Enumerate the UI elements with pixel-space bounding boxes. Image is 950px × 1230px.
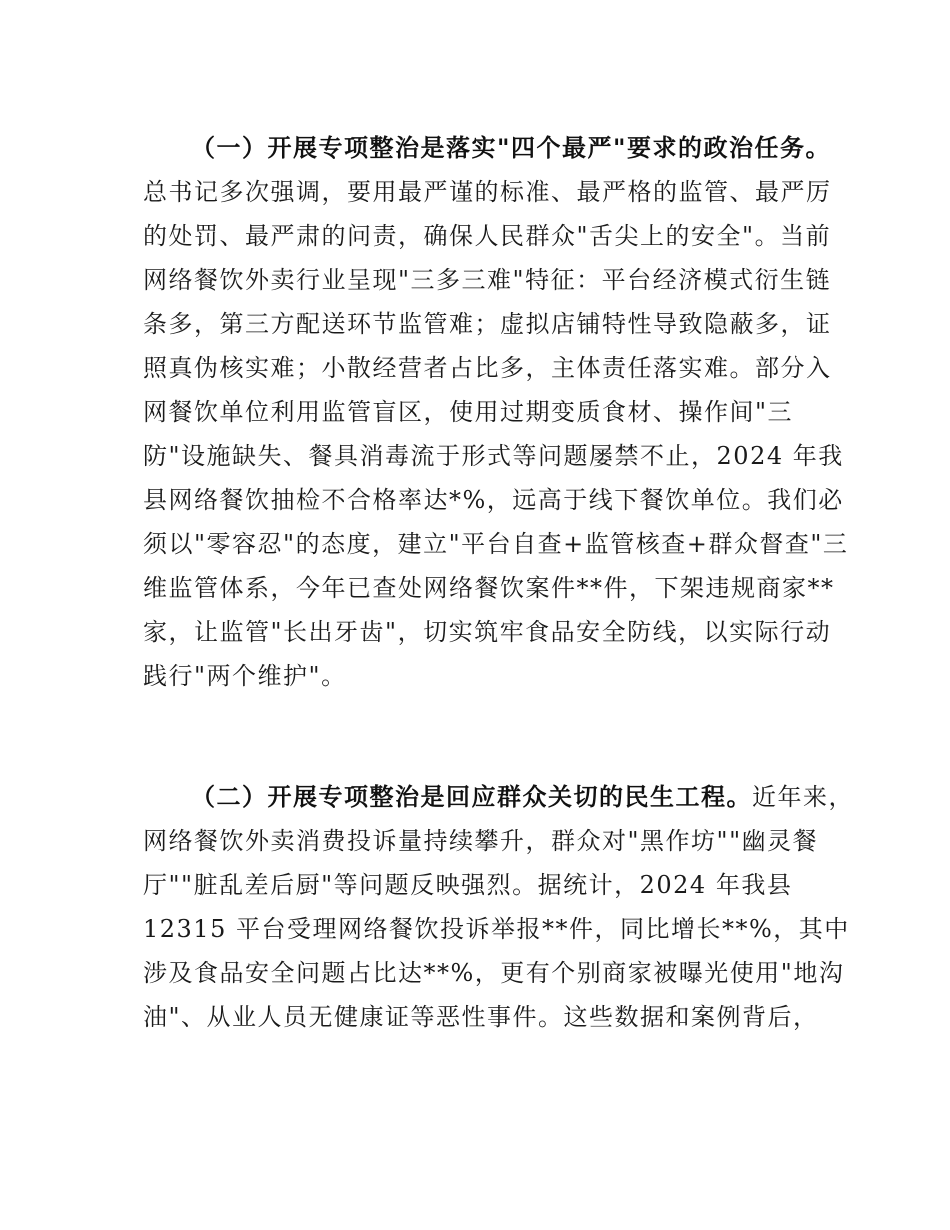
- paragraph-line: 的处罚、最严肃的问责，确保人民群众"舌尖上的安全"。当前: [143, 222, 832, 250]
- paragraph-line: 县网络餐饮抽检不合格率达*%，远高于线下餐饮单位。我们必: [143, 486, 844, 514]
- paragraph-line: 厅""脏乱差后厨"等问题反映强烈。据统计，2024 年我县: [143, 871, 793, 899]
- paragraph-line: 网络餐饮外卖消费投诉量持续攀升，群众对"黑作坊""幽灵餐: [143, 827, 819, 855]
- paragraph-line: 家，让监管"长出牙齿"，切实筑牢食品安全防线，以实际行动: [143, 618, 832, 646]
- section-heading: （二）开展专项整治是回应群众关切的民生工程。: [191, 783, 752, 811]
- paragraph-text: 近年来，: [752, 783, 854, 811]
- paragraph-line: 防"设施缺失、餐具消毒流于形式等问题屡禁不止，2024 年我: [143, 442, 844, 470]
- section-heading: （一）开展专项整治是落实"四个最严"要求的政治任务。: [191, 134, 832, 162]
- paragraph-line: 油"、从业人员无健康证等恶性事件。这些数据和案例背后，: [143, 1003, 819, 1031]
- paragraph-first-line: [143, 126, 843, 170]
- paragraph-first-line: [143, 775, 854, 819]
- paragraph-line: 照真伪核实难；小散经营者占比多，主体责任落实难。部分入: [143, 354, 832, 382]
- paragraph-section-1: [143, 126, 849, 698]
- paragraph-line: 网餐饮单位利用监管盲区，使用过期变质食材、操作间"三: [143, 398, 794, 426]
- paragraph-line: 践行"两个维护"。: [143, 662, 347, 690]
- paragraph-line: 涉及食品安全问题占比达**%，更有个别商家被曝光使用"地沟: [143, 959, 845, 987]
- paragraph-line: 网络餐饮外卖行业呈现"三多三难"特征：平台经济模式衍生链: [143, 266, 832, 294]
- paragraph-line: 总书记多次强调，要用最严谨的标准、最严格的监管、最严厉: [143, 178, 832, 206]
- paragraph-line: 条多，第三方配送环节监管难；虚拟店铺特性导致隐蔽多，证: [143, 310, 832, 338]
- paragraph-line: 维监管体系，今年已查处网络餐饮案件**件，下架违规商家**: [143, 574, 835, 602]
- paragraph-line: 12315 平台受理网络餐饮投诉举报**件，同比增长**%，其中: [143, 915, 850, 943]
- paragraph-section-2: [143, 775, 854, 1039]
- paragraph-line: 须以"零容忍"的态度，建立"平台自查+监管核查+群众督查"三: [143, 530, 849, 558]
